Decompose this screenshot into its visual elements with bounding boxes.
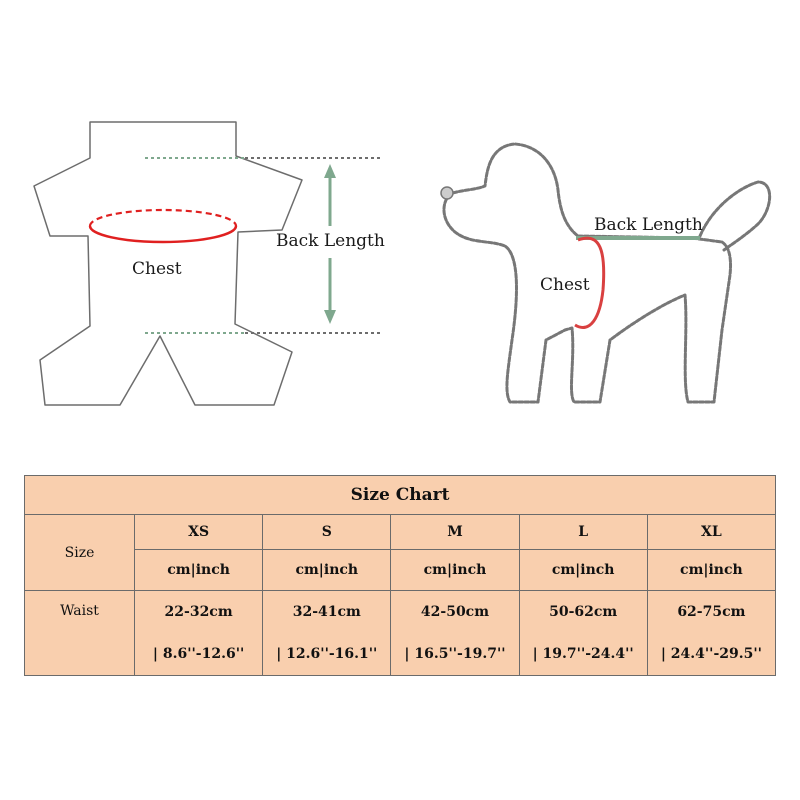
unit-cell: cm|inch <box>391 550 519 591</box>
size-header-l: L <box>519 515 647 550</box>
unit-cell: cm|inch <box>263 550 391 591</box>
size-chart-table <box>24 475 776 676</box>
garment-back-length-label: Back Length <box>276 231 385 251</box>
waist-inch-xs: | 8.6''-12.6'' <box>135 633 263 676</box>
dog-chest-label: Chest <box>540 275 590 295</box>
unit-cell: cm|inch <box>519 550 647 591</box>
size-header-m: M <box>391 515 519 550</box>
unit-cell: cm|inch <box>647 550 775 591</box>
waist-cm-xs: 22-32cm <box>135 591 263 634</box>
size-row-label: Size <box>25 515 135 591</box>
waist-inch-l: | 19.7''-24.4'' <box>519 633 647 676</box>
waist-cm-s: 32-41cm <box>263 591 391 634</box>
size-header-xl: XL <box>647 515 775 550</box>
waist-cm-m: 42-50cm <box>391 591 519 634</box>
size-header-s: S <box>263 515 391 550</box>
waist-inch-s: | 12.6''-16.1'' <box>263 633 391 676</box>
unit-cell: cm|inch <box>135 550 263 591</box>
waist-row-label: Waist <box>25 591 135 676</box>
waist-inch-m: | 16.5''-19.7'' <box>391 633 519 676</box>
dog-nose-icon <box>441 187 453 199</box>
garment-chest-label: Chest <box>132 259 182 279</box>
waist-cm-l: 50-62cm <box>519 591 647 634</box>
size-chart-title: Size Chart <box>25 476 776 515</box>
dog-outline <box>444 144 770 402</box>
size-header-xs: XS <box>135 515 263 550</box>
dog-back-length-label: Back Length <box>594 215 703 235</box>
waist-inch-xl: | 24.4''-29.5'' <box>647 633 775 676</box>
waist-cm-xl: 62-75cm <box>647 591 775 634</box>
